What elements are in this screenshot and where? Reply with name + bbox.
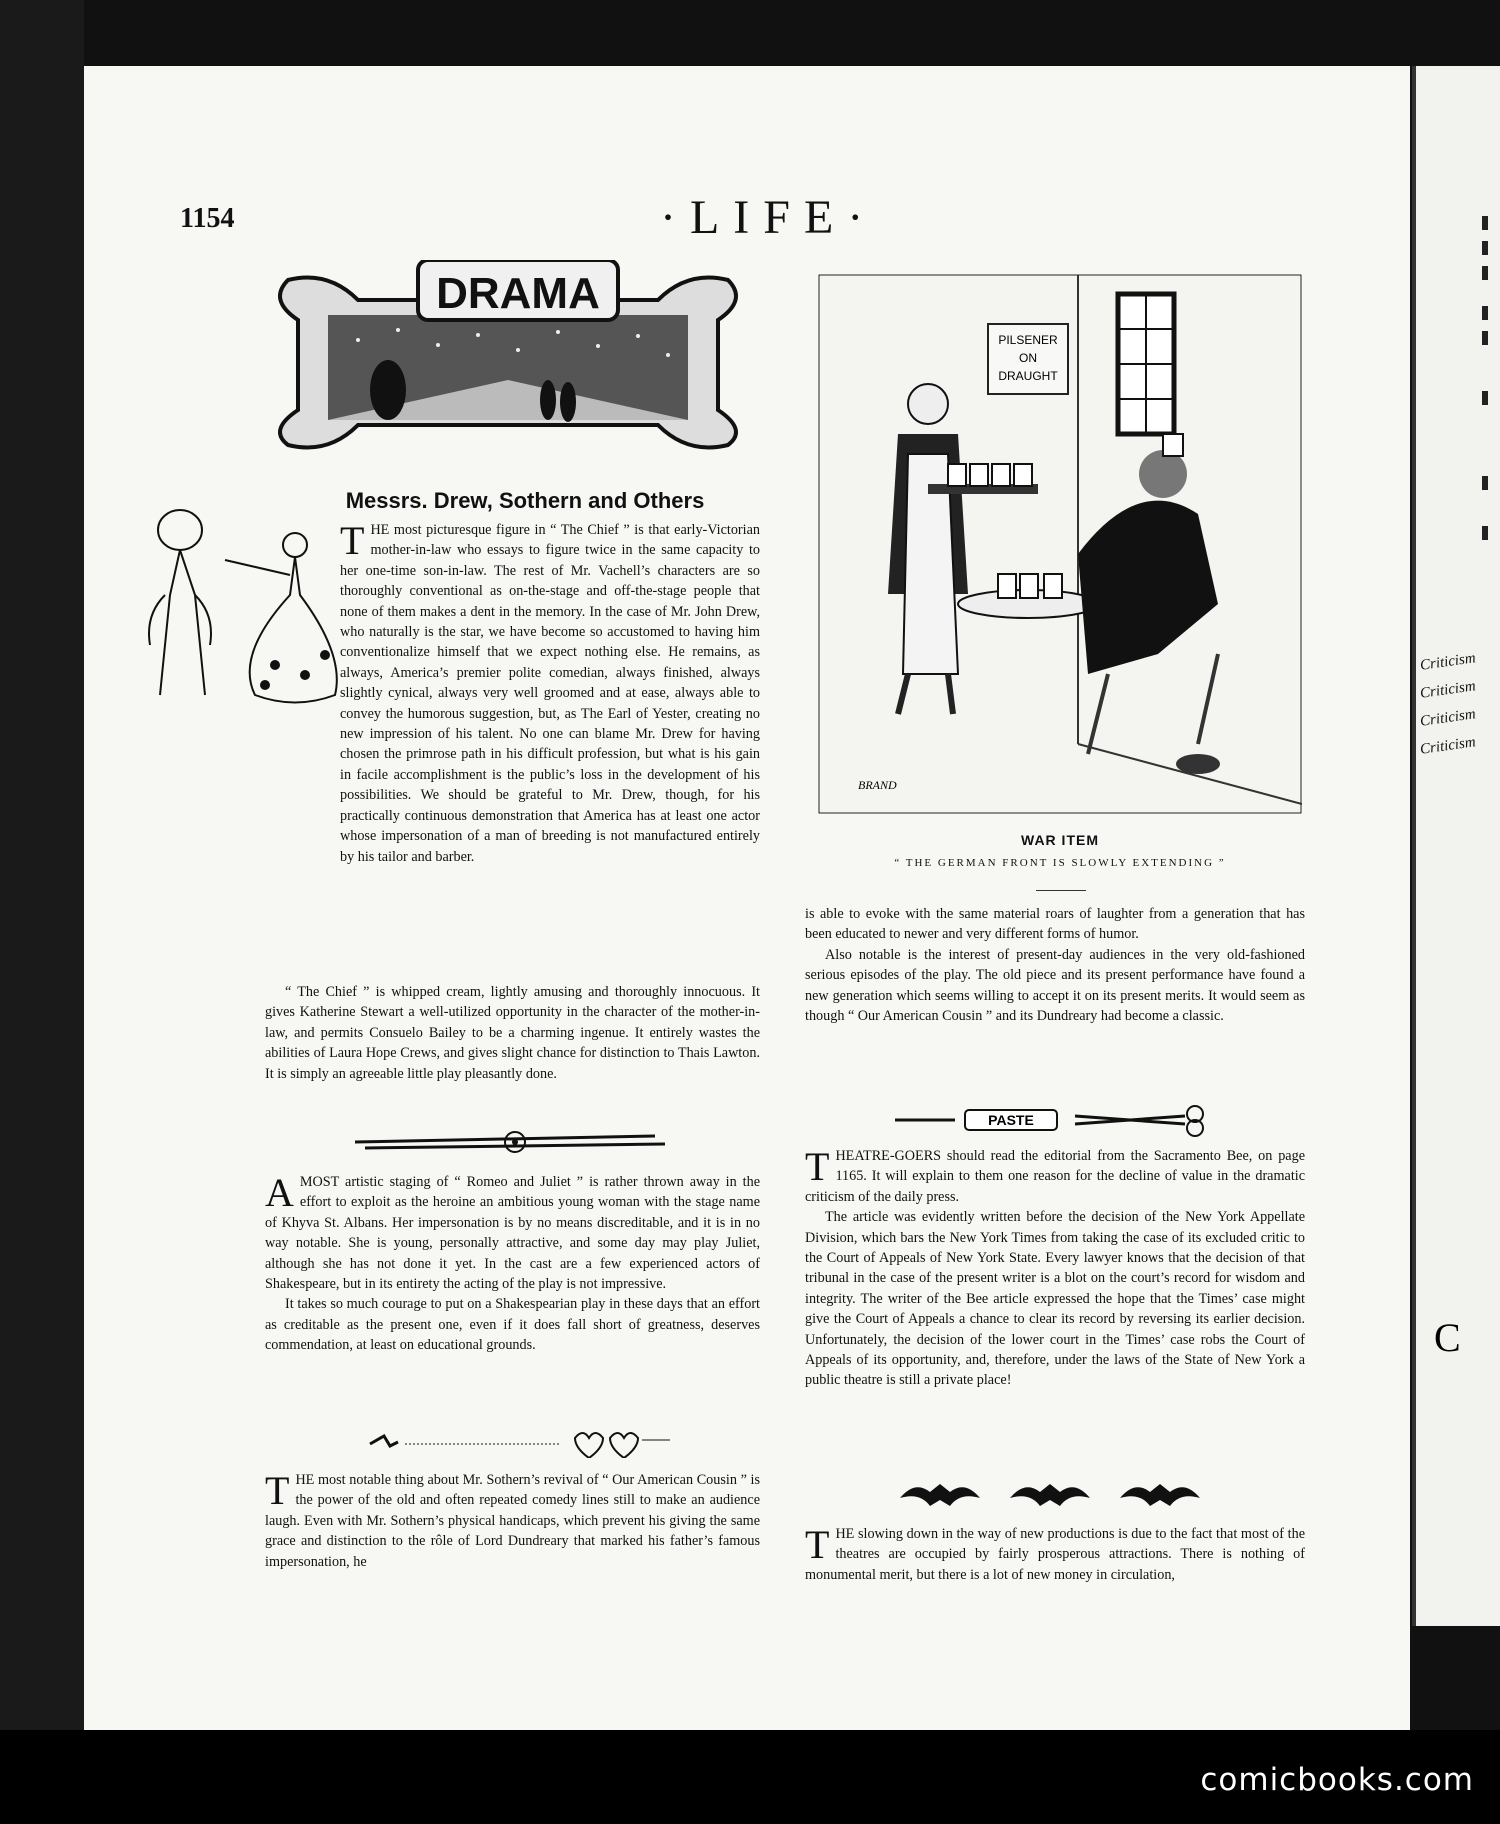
page-number: 1154 bbox=[180, 203, 235, 234]
artist-signature: BRAND bbox=[858, 778, 897, 792]
paragraph: HEATRE-GOERS should read the editorial from the Sacramento Bee, on page 1165. It will explain to them one reason for the decline of value in the dramatic criticism of the daily press. bbox=[805, 1148, 1305, 1205]
sign-line: ON bbox=[1019, 351, 1037, 365]
left-col-sothern bbox=[265, 1470, 760, 1572]
watermark: comicbooks.com bbox=[1200, 1762, 1474, 1798]
left-col-top bbox=[340, 520, 760, 867]
drop-cap: T bbox=[265, 1468, 290, 1513]
drop-cap: T bbox=[805, 1522, 830, 1567]
facing-page-edge bbox=[1412, 66, 1500, 1730]
paragraph: HE slowing down in the way of new productions is due to the fact that most of the theatres are occupied by fairly prosperous attractions. There is nothing of monumental merit, but there is a lot of new money in circulation, bbox=[805, 1526, 1305, 1583]
left-col-middle bbox=[265, 982, 760, 1084]
caption-rule bbox=[1036, 890, 1086, 891]
drop-cap: T bbox=[805, 1144, 830, 1189]
drama-banner bbox=[268, 260, 748, 460]
facing-page-fragments bbox=[1412, 66, 1500, 1730]
banner-title: DRAMA bbox=[436, 269, 600, 318]
paragraph: The article was evidently written before the decision of the New York Appellate Division, which bars the New York Times from taking the case of its excluded critic to the Court of Appeals of New York State. Every lawyer knows that the decision of that tribunal in the case of the present writer is a blot on the court’s record for wisdom and integrity. The writer of the Bee article expressed the hope that the Times’ case might give the Court of Appeals a chance to clear its record by reversing its earlier decision. Unfortunately, the decision of the lower court in the Times’ case robs the Court of Appeals of its opportunity, and, therefore, under the laws of the State of New York a public theatre is still a private place! bbox=[805, 1209, 1305, 1389]
paragraph: HE most notable thing about Mr. Sothern’s revival of “ Our American Cousin ” is the power of the old and often repeated comedy lines still to make an audience laugh. Even with Mr. Sothern’s physical handicaps, which prevent his giving the same grace and distinction to the rôle of Lord Dundreary that marked his father’s famous impersonation, he bbox=[265, 1472, 760, 1570]
paragraph: It takes so much courage to put on a Shakespearian play in these days that an effort as creditable as the present one, even if it does fall short of greatness, deserves commendation, at least on educational grounds. bbox=[265, 1296, 760, 1354]
script-word: Criticism bbox=[1419, 734, 1477, 758]
script-word: Criticism bbox=[1419, 678, 1477, 702]
left-col-romeo bbox=[265, 1172, 760, 1356]
article-title: Messrs. Drew, Sothern and Others bbox=[345, 488, 705, 513]
paragraph: is able to evoke with the same material roars of laughter from a generation that has been educated to newer and very different forms of humor. bbox=[805, 906, 1305, 943]
paragraph: “ The Chief ” is whipped cream, lightly amusing and thoroughly innocuous. It gives Katherine Stewart a well-utilized opportunity in the character of the mother-in-law, and permits Consuelo Bailey to be a charming ingenue. It entirely wastes the abilities of Laura Hope Crews, and gives slight chance for distinction to Thais Lawton. It is simply an agreeable little play pleasantly done. bbox=[265, 984, 760, 1082]
ladies-illustration bbox=[125, 505, 345, 710]
paragraph: Also notable is the interest of present-day audiences in the very old-fashioned serious episodes of the play. The old piece and its present performance have found a new generation which seems willing to accept it on its present merits. It would seem as though “ Our American Cousin ” and its Dundreary had become a classic. bbox=[805, 946, 1305, 1025]
cartoon-caption-title: WAR ITEM bbox=[1021, 832, 1099, 848]
drop-cap: A bbox=[265, 1170, 294, 1215]
right-col-top bbox=[805, 904, 1305, 1026]
paste-scissors-ornament bbox=[895, 1102, 1225, 1138]
sign-line: DRAUGHT bbox=[998, 369, 1058, 383]
bats-ornament bbox=[900, 1480, 1220, 1514]
script-word: Criticism bbox=[1419, 650, 1477, 674]
script-word: Criticism bbox=[1419, 706, 1477, 730]
right-col-theatre bbox=[805, 1146, 1305, 1391]
cartoon-caption-subtitle: “ THE GERMAN FRONT IS SLOWLY EXTENDING ” bbox=[894, 857, 1226, 869]
masthead: ·LIFE· bbox=[660, 191, 878, 244]
sword-ornament bbox=[355, 1126, 675, 1158]
drop-cap: T bbox=[340, 518, 365, 563]
scan-border-left bbox=[0, 0, 84, 1824]
war-item-cartoon bbox=[818, 274, 1302, 814]
paste-label: PASTE bbox=[988, 1112, 1034, 1128]
svg-text:C: C bbox=[1434, 1315, 1461, 1360]
paragraph: MOST artistic staging of “ Romeo and Juliet ” is rather thrown away in the effort to exploit as the heroine an ambitious young woman with the stage name of Khyva St. Albans. Her impersonation is by no means discreditable, and it is in no way notable. She is young, personally attractive, and some day may play Juliet, although she has not done it yet. In the cast are a few experienced actors of Shakespeare, but in its entirety the acting of the play is not impressive. bbox=[265, 1174, 760, 1293]
right-col-bottom bbox=[805, 1524, 1305, 1585]
paragraph: HE most picturesque figure in “ The Chief ” is that early-Victorian mother-in-law who essays to figure twice in the same capacity to her one-time son-in-law. The rest of Mr. Vachell’s characters are so thoroughly conventional as on-the-stage and off-the-stage people that none of them makes a dent in the memory. In the case of Mr. John Drew, who naturally is the star, we have become so accustomed to having him conventionalize himself that we expect nothing else. He remains, as always, America’s premier polite comedian, always finished, always slightly cynical, always very well groomed and at ease, always able to convey the humorous suggestion, but, as The Earl of Yester, creating no new impression of his talent. No one can blame Mr. Drew for having chosen the primrose path in his difficult profession, but what is his gain in facile accomplishment is the public’s loss in the development of his possibilities. We should be grateful to Mr. Drew, though, for his practically continuous demonstration that America has at least one actor whose impersonation of a man of breeding is not manufactured entirely by his tailor and barber. bbox=[340, 522, 760, 865]
hearts-ornament bbox=[360, 1424, 680, 1458]
sign-line: PILSENER bbox=[998, 333, 1058, 347]
